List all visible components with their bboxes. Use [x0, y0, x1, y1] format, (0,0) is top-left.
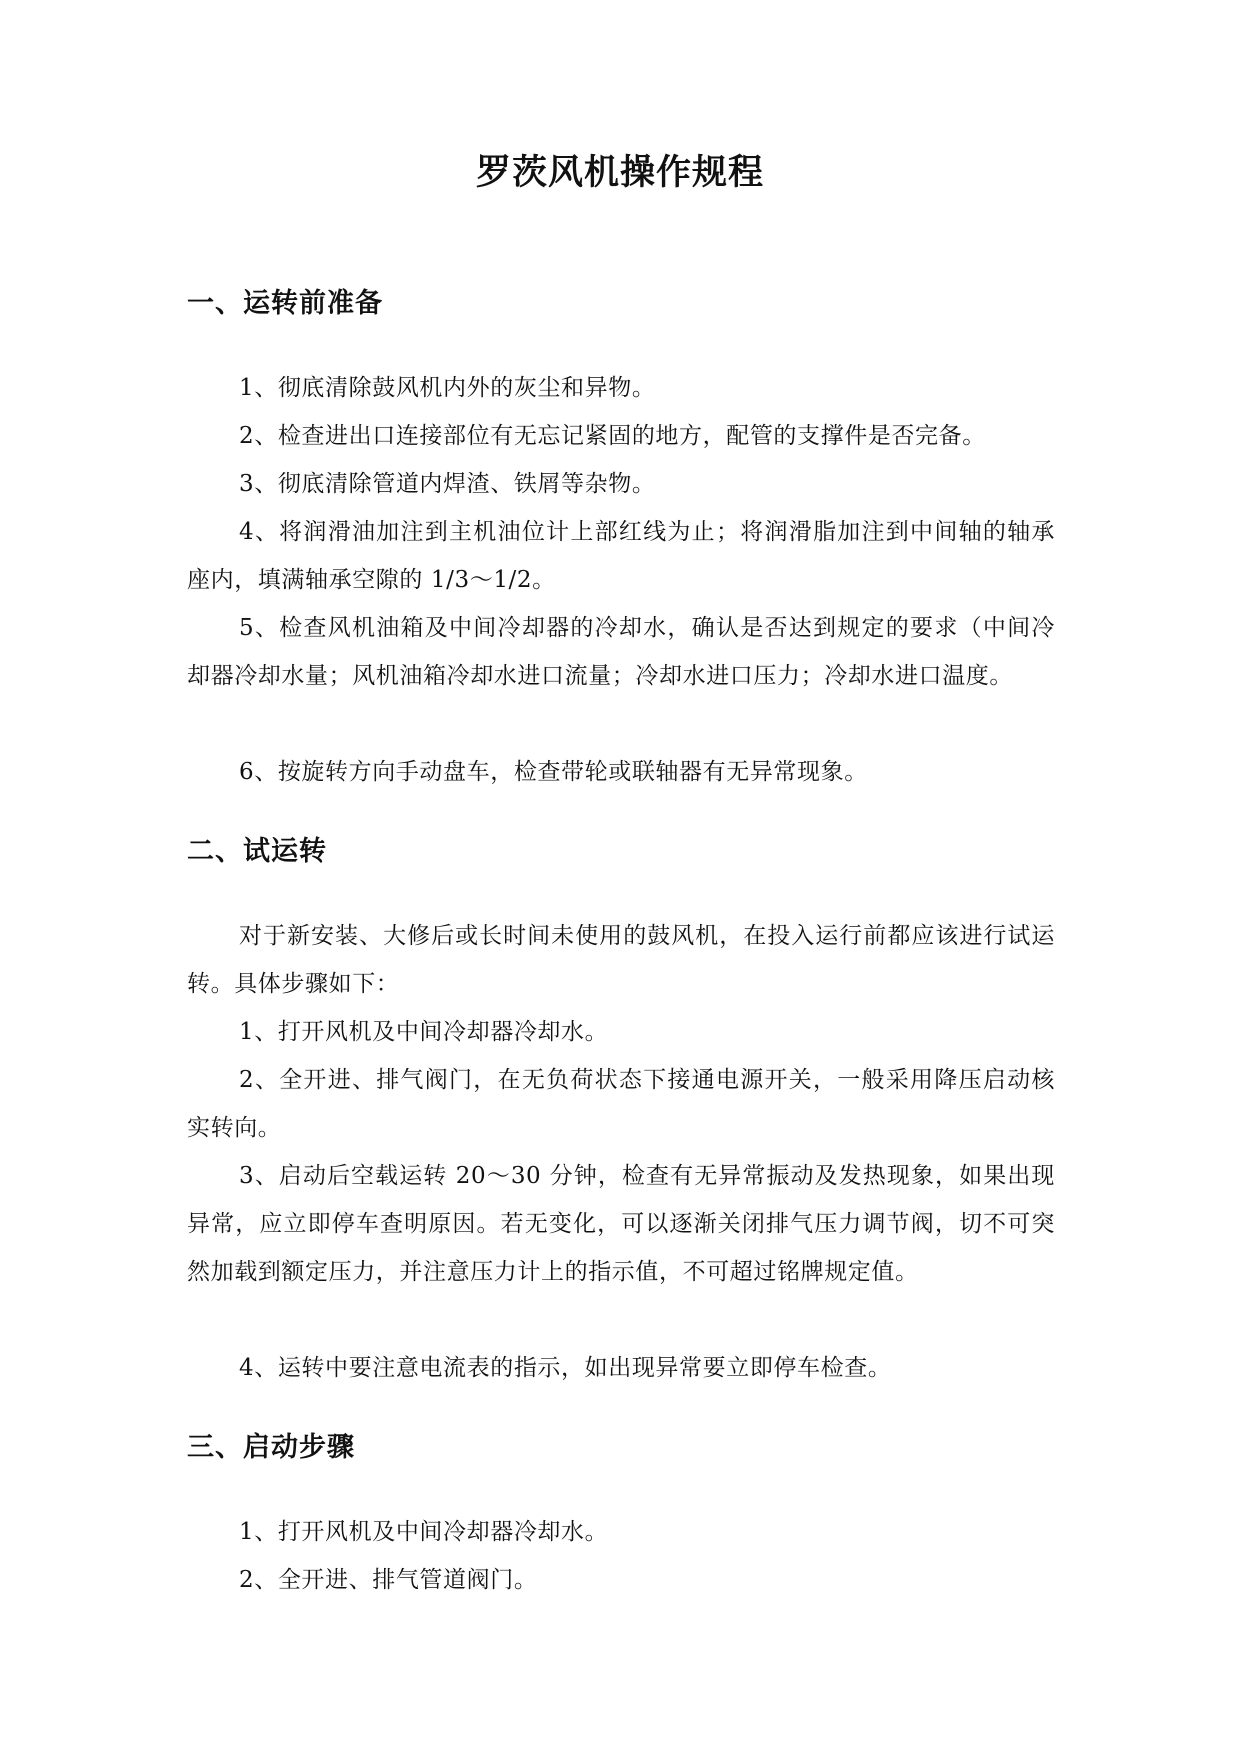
- section-heading-preparation: 一、运转前准备: [187, 288, 383, 319]
- section-heading-startup-steps: 三、启动步骤: [187, 1432, 355, 1463]
- paragraph: 3、彻底清除管道内焊渣、铁屑等杂物。: [239, 471, 656, 497]
- paragraph: 3、启动后空载运转 20～30 分钟，检查有无异常振动及发热现象，如果出现异常，应立即停车查明原因。若无变化，可以逐渐关闭排气压力调节阀，切不可突然加载到额定压力，并注意压力计上的指示值，不可超过铭牌规定值。: [187, 1163, 1055, 1285]
- paragraph: 4、运转中要注意电流表的指示，如出现异常要立即停车检查。: [239, 1355, 892, 1381]
- paragraph: 1、打开风机及中间冷却器冷却水。: [239, 1019, 609, 1045]
- paragraph: 2、检查进出口连接部位有无忘记紧固的地方，配管的支撑件是否完备。: [239, 423, 986, 449]
- paragraph: 1、打开风机及中间冷却器冷却水。: [239, 1519, 609, 1545]
- paragraph: 1、彻底清除鼓风机内外的灰尘和异物。: [239, 375, 656, 401]
- paragraph: 4、将润滑油加注到主机油位计上部红线为止；将润滑脂加注到中间轴的轴承座内，填满轴承空隙的 1/3～1/2。: [187, 519, 1055, 593]
- page-title: 罗茨风机操作规程: [475, 153, 764, 193]
- section-heading-trial-run: 二、试运转: [187, 836, 327, 867]
- paragraph: 2、全开进、排气管道阀门。: [239, 1567, 538, 1593]
- paragraph: 2、全开进、排气阀门，在无负荷状态下接通电源开关，一般采用降压启动核实转向。: [187, 1067, 1055, 1141]
- paragraph: 6、按旋转方向手动盘车，检查带轮或联轴器有无异常现象。: [239, 759, 868, 785]
- paragraph: 5、检查风机油箱及中间冷却器的冷却水，确认是否达到规定的要求（中间冷却器冷却水量；风机油箱冷却水进口流量；冷却水进口压力；冷却水进口温度。: [187, 615, 1055, 689]
- paragraph: 对于新安装、大修后或长时间未使用的鼓风机，在投入运行前都应该进行试运转。具体步骤如下：: [187, 923, 1055, 997]
